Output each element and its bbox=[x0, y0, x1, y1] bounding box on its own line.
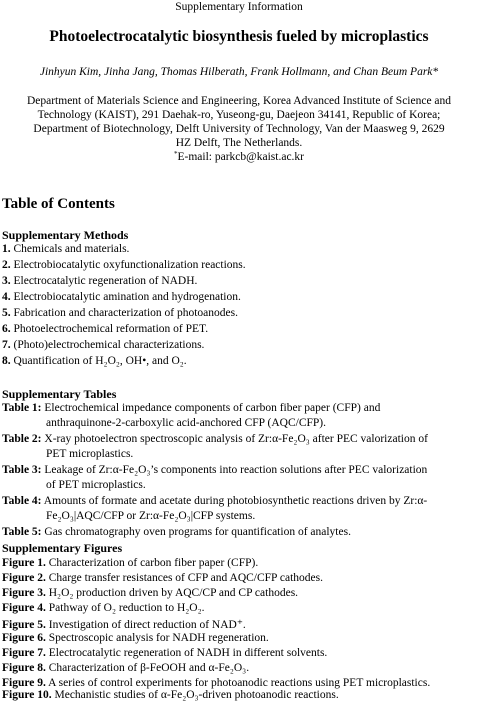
item-text: Chemicals and materials. bbox=[13, 243, 130, 255]
affiliation-line: HZ Delft, The Netherlands. bbox=[175, 137, 303, 149]
item-number: 1. bbox=[2, 243, 11, 255]
table-desc: Amounts of formate and acetate during photobiosynthetic reactions driven by Zr:α- bbox=[43, 495, 428, 507]
figure-entry bbox=[2, 632, 269, 644]
figure-desc: Charge transfer resistances of CFP and AQC/CFP cathodes. bbox=[48, 572, 324, 584]
table-desc-continued: PET microplastics. bbox=[46, 448, 134, 460]
item-text: Electrobiocatalytic oxyfunctionalization reactions. bbox=[13, 259, 246, 271]
table-desc-continued: anthraquinone-2-carboxylic acid-anchored CFP (AQC/CFP). bbox=[46, 417, 326, 429]
figure-entry bbox=[2, 557, 258, 569]
figure-entry bbox=[2, 689, 339, 701]
item-number: 6. bbox=[2, 323, 11, 335]
item-number: 3. bbox=[2, 275, 11, 287]
item-number: 7. bbox=[2, 339, 11, 351]
figure-desc: Pathway of O₂ reduction to H₂O₂. bbox=[48, 602, 205, 614]
tables-heading: Supplementary Tables bbox=[2, 387, 117, 401]
figure-entry bbox=[2, 572, 323, 584]
affiliation-line: Technology (KAIST), 291 Daehak-ro, Yuseong-gu, Daejeon 34141, Republic of Korea; bbox=[37, 109, 441, 121]
item-text: Photoelectrochemical reformation of PET. bbox=[13, 323, 209, 335]
item-number: 2. bbox=[2, 259, 11, 271]
figure-entry bbox=[2, 647, 327, 659]
methods-item bbox=[2, 355, 187, 367]
figure-desc: A series of control experiments for photoanodic reactions using PET microplastics. bbox=[48, 677, 431, 689]
figure-desc: Mechanistic studies of α-Fe₂O₃-driven photoanodic reactions. bbox=[54, 689, 339, 701]
table-label: Table 4: bbox=[2, 495, 42, 507]
email-text: E-mail: parkcb@kaist.ac.kr bbox=[177, 151, 304, 163]
item-text: Fabrication and characterization of photoanodes. bbox=[13, 307, 238, 319]
figure-label: Figure 1. bbox=[2, 557, 46, 569]
table-label: Table 3: bbox=[2, 464, 42, 476]
figure-label: Figure 10. bbox=[2, 689, 52, 701]
toc-heading: Table of Contents bbox=[2, 196, 115, 212]
table-desc: Electrochemical impedance components of carbon fiber paper (CFP) and bbox=[44, 402, 381, 414]
figure-label: Figure 8. bbox=[2, 662, 46, 674]
table-label: Table 5: bbox=[2, 526, 42, 538]
table-entry bbox=[2, 526, 351, 538]
table-desc-continued: Fe₂O₃|AQC/CFP or Zr:α-Fe₂O₃|CFP systems. bbox=[46, 510, 256, 522]
figure-label: Figure 4. bbox=[2, 602, 46, 614]
methods-heading: Supplementary Methods bbox=[2, 228, 129, 242]
table-entry bbox=[2, 402, 380, 414]
methods-item bbox=[2, 291, 241, 303]
figure-entry bbox=[2, 617, 246, 631]
figure-desc: Characterization of carbon fiber paper (CFP). bbox=[48, 557, 259, 569]
table-entry bbox=[2, 433, 428, 445]
table-label: Table 2: bbox=[2, 433, 42, 445]
methods-item bbox=[2, 339, 204, 351]
table-label: Table 1: bbox=[2, 402, 42, 414]
figure-entry bbox=[2, 662, 249, 674]
running-header: Supplementary Information bbox=[175, 1, 303, 13]
figure-desc: Characterization of β-FeOOH and α-Fe₂O₃. bbox=[48, 662, 250, 674]
figure-desc: Investigation of direct reduction of NAD⁺. bbox=[48, 619, 246, 631]
corresponding-email bbox=[0, 151, 478, 163]
table-desc-continued: of PET microplastics. bbox=[46, 479, 146, 491]
figure-entry bbox=[2, 602, 205, 614]
author-list: Jinhyun Kim, Jinha Jang, Thomas Hilberath, Frank Hollmann, and Chan Beum Park* bbox=[39, 66, 439, 78]
table-entry bbox=[2, 495, 427, 507]
paper-title: Photoelectrocatalytic biosynthesis fueled by microplastics bbox=[49, 28, 429, 45]
item-number: 8. bbox=[2, 355, 11, 367]
table-desc: Gas chromatography oven programs for quantification of analytes. bbox=[44, 526, 351, 538]
table-desc: X-ray photoelectron spectroscopic analysis of Zr:α-Fe₂O₃ after PEC valorization of bbox=[44, 433, 428, 445]
item-text: (Photo)electrochemical characterizations. bbox=[13, 339, 205, 351]
figure-label: Figure 2. bbox=[2, 572, 46, 584]
item-text: Electrocatalytic regeneration of NADH. bbox=[13, 275, 198, 287]
figures-heading: Supplementary Figures bbox=[2, 541, 123, 555]
affiliation-line: Department of Biotechnology, Delft University of Technology, Van der Maasweg 9, 2629 bbox=[33, 123, 445, 135]
methods-item bbox=[2, 243, 129, 255]
table-entry bbox=[2, 464, 427, 476]
figure-desc: Electrocatalytic regeneration of NADH in different solvents. bbox=[48, 647, 328, 659]
figure-label: Figure 6. bbox=[2, 632, 46, 644]
figure-label: Figure 7. bbox=[2, 647, 46, 659]
item-number: 4. bbox=[2, 291, 11, 303]
methods-item bbox=[2, 275, 197, 287]
figure-entry bbox=[2, 677, 430, 689]
figure-label: Figure 5. bbox=[2, 619, 46, 631]
figure-entry bbox=[2, 587, 298, 599]
item-text: Electrobiocatalytic amination and hydrogenation. bbox=[13, 291, 241, 303]
table-desc: Leakage of Zr:α-Fe₂O₃’s components into reaction solutions after PEC valorization bbox=[44, 464, 428, 476]
methods-item bbox=[2, 323, 208, 335]
figure-desc: H₂O₂ production driven by AQC/CP and CP cathodes. bbox=[48, 587, 299, 599]
affiliation-line: Department of Materials Science and Engineering, Korea Advanced Institute of Science and bbox=[26, 95, 452, 107]
figure-label: Figure 3. bbox=[2, 587, 46, 599]
figure-desc: Spectroscopic analysis for NADH regeneration. bbox=[48, 632, 269, 644]
methods-item bbox=[2, 259, 246, 271]
corresponding-marker: * bbox=[174, 150, 178, 158]
item-number: 5. bbox=[2, 307, 11, 319]
item-text: Quantification of H₂O₂, OH•, and O₂. bbox=[13, 355, 187, 367]
figure-label: Figure 9. bbox=[2, 677, 46, 689]
methods-item bbox=[2, 307, 238, 319]
